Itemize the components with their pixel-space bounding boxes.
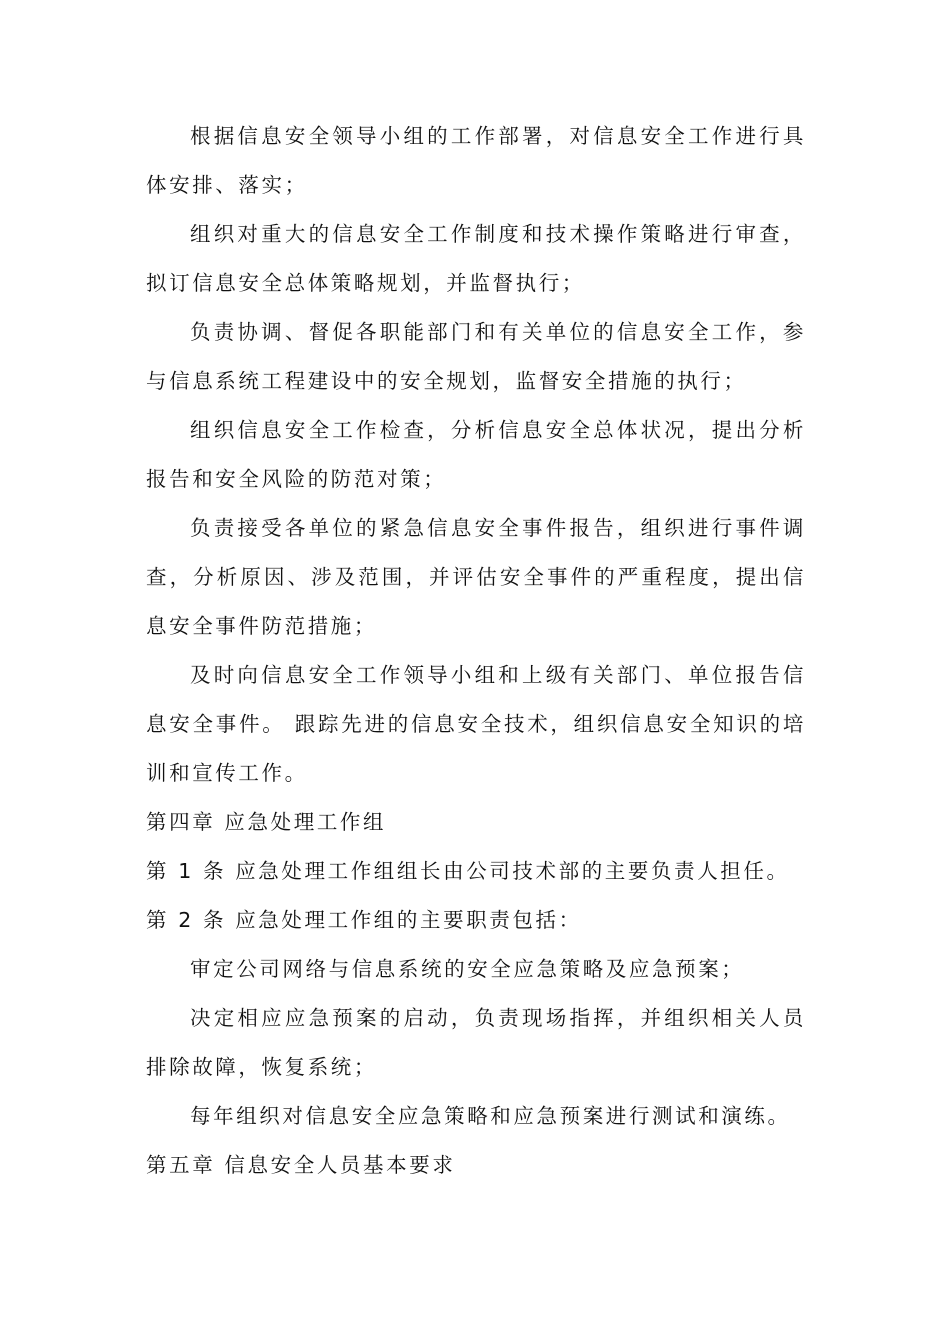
- paragraph-approve-plans: 审定公司网络与信息系统的安全应急策略及应急预案；: [190, 957, 745, 981]
- paragraph-coordination: 负责协调、督促各职能部门和有关单位的信息安全工作，参与信息系统工程建设中的安全规划，监督安全措施的执行；: [146, 320, 806, 393]
- article-1: 第 1 条 应急处理工作组组长由公司技术部的主要负责人担任。: [146, 859, 790, 883]
- chapter-heading-5: 第五章 信息安全人员基本要求: [146, 1153, 456, 1177]
- document-body: [146, 112, 806, 1190]
- paragraph-policy-review: 组织对重大的信息安全工作制度和技术操作策略进行审查，拟订信息安全总体策略规划，并监督执行；: [146, 222, 806, 295]
- paragraph-timely-report: 及时向信息安全工作领导小组和上级有关部门、单位报告信息安全事件。 跟踪先进的信息安全技术，组织信息安全知识的培训和宣传工作。: [146, 663, 806, 785]
- chapter-heading-4: 第四章 应急处理工作组: [146, 810, 387, 834]
- paragraph-annual-drill: 每年组织对信息安全应急策略和应急预案进行测试和演练。: [190, 1104, 791, 1128]
- paragraph-work-arrangement: 根据信息安全领导小组的工作部署，对信息安全工作进行具体安排、落实；: [146, 124, 806, 197]
- paragraph-activate-plans: 决定相应应急预案的启动，负责现场指挥，并组织相关人员排除故障，恢复系统；: [146, 1006, 806, 1079]
- paragraph-security-inspection: 组织信息安全工作检查，分析信息安全总体状况，提出分析报告和安全风险的防范对策；: [146, 418, 806, 491]
- paragraph-incident-reporting: 负责接受各单位的紧急信息安全事件报告，组织进行事件调查，分析原因、涉及范围，并评估安全事件的严重程度，提出信息安全事件防范措施；: [146, 516, 806, 638]
- article-2: 第 2 条 应急处理工作组的主要职责包括：: [146, 908, 582, 932]
